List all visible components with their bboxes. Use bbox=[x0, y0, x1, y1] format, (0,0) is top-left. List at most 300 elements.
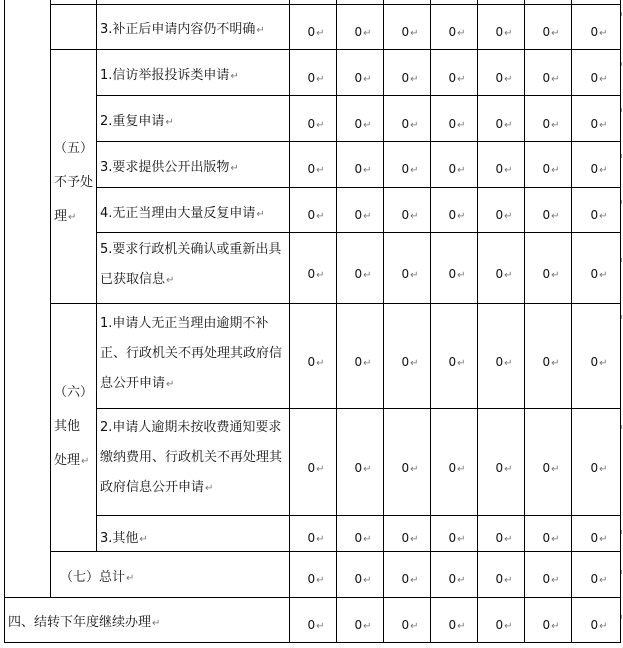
paragraph-mark: ↵ bbox=[363, 165, 372, 176]
value-text: 0 bbox=[590, 71, 599, 85]
paragraph-mark: ↵ bbox=[363, 575, 372, 586]
value-cell bbox=[354, 71, 371, 85]
paragraph-mark: ↵ bbox=[599, 74, 608, 85]
value-text: 0 bbox=[448, 355, 457, 369]
value-text: 0 bbox=[307, 461, 316, 475]
value-text: 0 bbox=[307, 117, 316, 131]
value-cell bbox=[401, 618, 418, 632]
paragraph-mark: ↵ bbox=[504, 575, 513, 586]
paragraph-mark: ↵ bbox=[457, 120, 466, 131]
value-cell bbox=[590, 267, 607, 281]
cell-boundary-mark bbox=[621, 258, 622, 262]
paragraph-mark: ↵ bbox=[599, 270, 608, 281]
value-text: 0 bbox=[542, 117, 551, 131]
value-cell bbox=[448, 208, 465, 222]
paragraph-mark: ↵ bbox=[457, 165, 466, 176]
value-cell bbox=[401, 461, 418, 475]
value-cell bbox=[354, 461, 371, 475]
value-cell bbox=[307, 267, 324, 281]
value-text: 0 bbox=[448, 531, 457, 545]
paragraph-mark: ↵ bbox=[599, 120, 608, 131]
value-text: 0 bbox=[448, 267, 457, 281]
paragraph-mark: ↵ bbox=[166, 379, 175, 390]
paragraph-mark: ↵ bbox=[504, 534, 513, 545]
value-cell bbox=[307, 531, 324, 545]
paragraph-mark: ↵ bbox=[230, 71, 239, 82]
paragraph-mark: ↵ bbox=[551, 165, 560, 176]
value-text: 0 bbox=[401, 618, 410, 632]
value-cell bbox=[495, 461, 512, 475]
value-text: 0 bbox=[401, 461, 410, 475]
row-line bbox=[96, 95, 621, 96]
value-text: 0 bbox=[401, 162, 410, 176]
paragraph-mark: ↵ bbox=[363, 534, 372, 545]
section4-label bbox=[8, 611, 160, 630]
cell-boundary-mark bbox=[621, 62, 622, 66]
paragraph-mark: ↵ bbox=[205, 483, 214, 494]
value-text: 0 bbox=[354, 618, 363, 632]
value-text: 0 bbox=[495, 618, 504, 632]
value-text: 0 bbox=[448, 572, 457, 586]
value-cell bbox=[542, 572, 559, 586]
value-cell bbox=[590, 461, 607, 475]
value-cell bbox=[307, 162, 324, 176]
paragraph-mark: ↵ bbox=[316, 74, 325, 85]
value-cell bbox=[307, 355, 324, 369]
section6-label-line1: （六） bbox=[54, 385, 94, 400]
row-line bbox=[96, 232, 621, 233]
section5-label-line2: 不予处 bbox=[54, 175, 94, 190]
cell-boundary-mark bbox=[621, 530, 622, 534]
col-line bbox=[571, 0, 572, 643]
paragraph-mark: ↵ bbox=[504, 621, 513, 632]
value-cell bbox=[307, 572, 324, 586]
value-text: 0 bbox=[448, 208, 457, 222]
value-text: 0 bbox=[590, 531, 599, 545]
cell-boundary-mark bbox=[621, 315, 622, 319]
paragraph-mark: ↵ bbox=[457, 534, 466, 545]
paragraph-mark: ↵ bbox=[410, 165, 419, 176]
paragraph-mark: ↵ bbox=[316, 270, 325, 281]
paragraph-mark: ↵ bbox=[230, 163, 239, 174]
value-text: 0 bbox=[495, 572, 504, 586]
value-cell bbox=[590, 25, 607, 39]
value-text: 0 bbox=[401, 208, 410, 222]
row-label-text: 1.申请人无正当理由逾期不补正、行政机关不再处理其政府信息公开申请 bbox=[100, 316, 283, 391]
value-text: 0 bbox=[542, 25, 551, 39]
paragraph-mark: ↵ bbox=[599, 358, 608, 369]
paragraph-mark: ↵ bbox=[363, 28, 372, 39]
paragraph-mark: ↵ bbox=[410, 211, 419, 222]
value-text: 0 bbox=[354, 531, 363, 545]
paragraph-mark: ↵ bbox=[457, 211, 466, 222]
value-cell bbox=[307, 71, 324, 85]
value-cell bbox=[542, 71, 559, 85]
value-cell bbox=[542, 461, 559, 475]
value-text: 0 bbox=[307, 355, 316, 369]
value-cell bbox=[448, 461, 465, 475]
value-text: 0 bbox=[495, 208, 504, 222]
cell-boundary-mark bbox=[621, 570, 622, 574]
row-label bbox=[100, 235, 286, 296]
value-text: 0 bbox=[448, 618, 457, 632]
value-cell bbox=[307, 461, 324, 475]
paragraph-mark: ↵ bbox=[551, 358, 560, 369]
paragraph-mark: ↵ bbox=[81, 456, 90, 467]
paragraph-mark: ↵ bbox=[599, 575, 608, 586]
value-cell bbox=[401, 25, 418, 39]
value-text: 0 bbox=[590, 267, 599, 281]
value-text: 0 bbox=[401, 117, 410, 131]
value-text: 0 bbox=[590, 355, 599, 369]
paragraph-mark: ↵ bbox=[363, 358, 372, 369]
row-label-text: 3.补正后申请内容仍不明确 bbox=[100, 22, 256, 37]
value-text: 0 bbox=[354, 162, 363, 176]
value-text: 0 bbox=[401, 267, 410, 281]
paragraph-mark: ↵ bbox=[316, 165, 325, 176]
paragraph-mark: ↵ bbox=[256, 25, 265, 36]
paragraph-mark: ↵ bbox=[410, 534, 419, 545]
paragraph-mark: ↵ bbox=[316, 534, 325, 545]
row-label-text: 2.重复申请 bbox=[100, 114, 165, 129]
value-cell bbox=[495, 208, 512, 222]
value-cell bbox=[448, 117, 465, 131]
value-cell bbox=[354, 355, 371, 369]
value-text: 0 bbox=[542, 461, 551, 475]
value-text: 0 bbox=[542, 572, 551, 586]
value-cell bbox=[354, 618, 371, 632]
cell-boundary-mark bbox=[621, 108, 622, 112]
value-cell bbox=[590, 618, 607, 632]
value-text: 0 bbox=[542, 531, 551, 545]
value-text: 0 bbox=[448, 117, 457, 131]
value-text: 0 bbox=[354, 117, 363, 131]
value-cell bbox=[401, 208, 418, 222]
value-cell bbox=[448, 531, 465, 545]
paragraph-mark: ↵ bbox=[363, 211, 372, 222]
value-cell bbox=[590, 208, 607, 222]
value-text: 0 bbox=[354, 355, 363, 369]
value-cell bbox=[401, 117, 418, 131]
paragraph-mark: ↵ bbox=[457, 464, 466, 475]
section5-label-line3 bbox=[54, 200, 93, 235]
value-text: 0 bbox=[495, 267, 504, 281]
section4-label-text: 四、结转下年度继续办理 bbox=[8, 615, 152, 630]
paragraph-mark: ↵ bbox=[363, 74, 372, 85]
row-line bbox=[96, 187, 621, 188]
paragraph-mark: ↵ bbox=[316, 211, 325, 222]
value-text: 0 bbox=[590, 572, 599, 586]
value-text: 0 bbox=[590, 117, 599, 131]
value-cell bbox=[495, 162, 512, 176]
value-cell bbox=[307, 208, 324, 222]
value-text: 0 bbox=[401, 71, 410, 85]
paragraph-mark: ↵ bbox=[410, 74, 419, 85]
row-label-text: 3.其他 bbox=[100, 531, 139, 546]
row-label bbox=[100, 18, 265, 37]
paragraph-mark: ↵ bbox=[165, 117, 174, 128]
row-line bbox=[96, 141, 621, 142]
paragraph-mark: ↵ bbox=[139, 534, 148, 545]
value-cell bbox=[542, 267, 559, 281]
paragraph-mark: ↵ bbox=[551, 120, 560, 131]
value-cell bbox=[448, 618, 465, 632]
row-label bbox=[100, 309, 286, 400]
value-text: 0 bbox=[307, 208, 316, 222]
paragraph-mark: ↵ bbox=[363, 621, 372, 632]
paragraph-mark: ↵ bbox=[68, 212, 77, 223]
section5-label-line3-text: 理 bbox=[54, 209, 68, 224]
cell-boundary-mark bbox=[621, 154, 622, 158]
value-cell bbox=[448, 267, 465, 281]
section7-label bbox=[60, 566, 134, 585]
section6-label-line3-text: 处理 bbox=[54, 453, 81, 468]
value-cell bbox=[542, 355, 559, 369]
row-label bbox=[100, 527, 148, 546]
paragraph-mark: ↵ bbox=[551, 74, 560, 85]
value-cell bbox=[401, 355, 418, 369]
value-cell bbox=[590, 572, 607, 586]
value-text: 0 bbox=[307, 71, 316, 85]
cell-boundary-mark bbox=[621, 12, 622, 16]
value-text: 0 bbox=[590, 461, 599, 475]
value-cell bbox=[354, 572, 371, 586]
paragraph-mark: ↵ bbox=[316, 575, 325, 586]
value-cell bbox=[590, 531, 607, 545]
value-cell bbox=[590, 71, 607, 85]
value-cell bbox=[495, 25, 512, 39]
paragraph-mark: ↵ bbox=[504, 74, 513, 85]
row-label-text: 5.要求行政机关确认或重新出具已获取信息 bbox=[100, 242, 282, 287]
row-line bbox=[96, 515, 621, 516]
paragraph-mark: ↵ bbox=[599, 211, 608, 222]
value-cell bbox=[448, 71, 465, 85]
value-cell bbox=[542, 208, 559, 222]
paragraph-mark: ↵ bbox=[551, 211, 560, 222]
paragraph-mark: ↵ bbox=[504, 358, 513, 369]
value-text: 0 bbox=[401, 355, 410, 369]
row-label-text: 3.要求提供公开出版物 bbox=[100, 160, 230, 175]
value-text: 0 bbox=[495, 25, 504, 39]
value-text: 0 bbox=[495, 461, 504, 475]
value-cell bbox=[495, 355, 512, 369]
value-cell bbox=[401, 162, 418, 176]
row-label bbox=[100, 202, 265, 221]
paragraph-mark: ↵ bbox=[410, 28, 419, 39]
paragraph-mark: ↵ bbox=[256, 209, 265, 220]
paragraph-mark: ↵ bbox=[457, 575, 466, 586]
value-cell bbox=[354, 531, 371, 545]
paragraph-mark: ↵ bbox=[316, 28, 325, 39]
value-cell bbox=[542, 25, 559, 39]
row-label-text: 4.无正当理由大量反复申请 bbox=[100, 206, 256, 221]
col-line bbox=[336, 0, 337, 643]
col-line bbox=[620, 0, 621, 643]
cell-boundary-mark bbox=[621, 615, 622, 619]
col-line bbox=[4, 0, 5, 643]
value-text: 0 bbox=[307, 531, 316, 545]
value-text: 0 bbox=[354, 461, 363, 475]
paragraph-mark: ↵ bbox=[410, 270, 419, 281]
row-label bbox=[100, 156, 239, 175]
value-cell bbox=[495, 267, 512, 281]
row-label bbox=[100, 413, 286, 504]
value-text: 0 bbox=[307, 267, 316, 281]
value-cell bbox=[354, 25, 371, 39]
paragraph-mark: ↵ bbox=[551, 28, 560, 39]
section5-label-line1: （五） bbox=[54, 141, 94, 156]
section5-label bbox=[54, 132, 93, 235]
col-line bbox=[96, 0, 97, 552]
value-text: 0 bbox=[542, 355, 551, 369]
value-text: 0 bbox=[354, 25, 363, 39]
value-cell bbox=[401, 71, 418, 85]
paragraph-mark: ↵ bbox=[599, 28, 608, 39]
value-text: 0 bbox=[495, 355, 504, 369]
value-text: 0 bbox=[448, 461, 457, 475]
cell-boundary-mark bbox=[621, 425, 622, 429]
paragraph-mark: ↵ bbox=[410, 358, 419, 369]
paragraph-mark: ↵ bbox=[504, 211, 513, 222]
value-text: 0 bbox=[542, 267, 551, 281]
section6-label bbox=[54, 376, 93, 479]
row-label bbox=[100, 110, 174, 129]
paragraph-mark: ↵ bbox=[363, 120, 372, 131]
value-cell bbox=[448, 355, 465, 369]
paragraph-mark: ↵ bbox=[410, 575, 419, 586]
value-text: 0 bbox=[495, 117, 504, 131]
section6-label-line2: 其他 bbox=[54, 419, 81, 434]
paragraph-mark: ↵ bbox=[504, 270, 513, 281]
col-line bbox=[430, 0, 431, 643]
paragraph-mark: ↵ bbox=[551, 534, 560, 545]
value-cell bbox=[307, 25, 324, 39]
value-text: 0 bbox=[307, 25, 316, 39]
paragraph-mark: ↵ bbox=[551, 464, 560, 475]
row-line bbox=[4, 642, 621, 643]
paragraph-mark: ↵ bbox=[457, 621, 466, 632]
paragraph-mark: ↵ bbox=[457, 74, 466, 85]
value-text: 0 bbox=[590, 162, 599, 176]
paragraph-mark: ↵ bbox=[599, 534, 608, 545]
value-cell bbox=[448, 162, 465, 176]
paragraph-mark: ↵ bbox=[316, 464, 325, 475]
value-text: 0 bbox=[590, 25, 599, 39]
value-text: 0 bbox=[495, 162, 504, 176]
value-cell bbox=[354, 208, 371, 222]
row-label-text: 2.申请人逾期未按收费通知要求缴纳费用、行政机关不再处理其政府信息公开申请 bbox=[100, 420, 283, 495]
section7-label-text: （七）总计 bbox=[60, 570, 126, 585]
paragraph-mark: ↵ bbox=[152, 618, 161, 629]
cell-boundary-mark bbox=[621, 200, 622, 204]
paragraph-mark: ↵ bbox=[410, 120, 419, 131]
value-text: 0 bbox=[307, 618, 316, 632]
value-text: 0 bbox=[495, 71, 504, 85]
paragraph-mark: ↵ bbox=[316, 621, 325, 632]
value-text: 0 bbox=[448, 25, 457, 39]
value-cell bbox=[401, 531, 418, 545]
value-cell bbox=[590, 355, 607, 369]
paragraph-mark: ↵ bbox=[316, 358, 325, 369]
row-label bbox=[100, 64, 239, 83]
value-cell bbox=[495, 71, 512, 85]
value-text: 0 bbox=[354, 208, 363, 222]
row-label-text: 1.信访举报投诉类申请 bbox=[100, 68, 230, 83]
value-cell bbox=[495, 117, 512, 131]
paragraph-mark: ↵ bbox=[504, 28, 513, 39]
paragraph-mark: ↵ bbox=[599, 621, 608, 632]
value-text: 0 bbox=[542, 208, 551, 222]
value-cell bbox=[448, 572, 465, 586]
paragraph-mark: ↵ bbox=[457, 270, 466, 281]
col-line bbox=[50, 0, 51, 598]
value-cell bbox=[401, 572, 418, 586]
paragraph-mark: ↵ bbox=[363, 464, 372, 475]
value-text: 0 bbox=[495, 531, 504, 545]
value-cell bbox=[542, 117, 559, 131]
value-cell bbox=[542, 162, 559, 176]
value-cell bbox=[401, 267, 418, 281]
value-text: 0 bbox=[401, 531, 410, 545]
paragraph-mark: ↵ bbox=[599, 464, 608, 475]
section6-label-line3 bbox=[54, 444, 93, 479]
paragraph-mark: ↵ bbox=[599, 165, 608, 176]
value-cell bbox=[495, 572, 512, 586]
col-line bbox=[289, 0, 290, 643]
row-line bbox=[96, 408, 621, 409]
paragraph-mark: ↵ bbox=[551, 621, 560, 632]
value-cell bbox=[307, 117, 324, 131]
paragraph-mark: ↵ bbox=[316, 120, 325, 131]
paragraph-mark: ↵ bbox=[166, 275, 175, 286]
paragraph-mark: ↵ bbox=[504, 464, 513, 475]
value-text: 0 bbox=[590, 618, 599, 632]
row-line bbox=[4, 597, 621, 598]
value-cell bbox=[448, 25, 465, 39]
paragraph-mark: ↵ bbox=[504, 120, 513, 131]
paragraph-mark: ↵ bbox=[457, 358, 466, 369]
value-cell bbox=[307, 618, 324, 632]
value-text: 0 bbox=[542, 71, 551, 85]
value-text: 0 bbox=[590, 208, 599, 222]
paragraph-mark: ↵ bbox=[410, 464, 419, 475]
value-text: 0 bbox=[401, 572, 410, 586]
value-cell bbox=[542, 618, 559, 632]
value-cell bbox=[354, 117, 371, 131]
value-text: 0 bbox=[354, 267, 363, 281]
value-cell bbox=[590, 117, 607, 131]
value-text: 0 bbox=[307, 572, 316, 586]
value-text: 0 bbox=[448, 162, 457, 176]
value-text: 0 bbox=[401, 25, 410, 39]
value-text: 0 bbox=[307, 162, 316, 176]
value-cell bbox=[542, 531, 559, 545]
value-text: 0 bbox=[448, 71, 457, 85]
value-cell bbox=[354, 162, 371, 176]
col-line bbox=[477, 0, 478, 643]
value-cell bbox=[590, 162, 607, 176]
col-line bbox=[383, 0, 384, 643]
paragraph-mark: ↵ bbox=[363, 270, 372, 281]
value-text: 0 bbox=[354, 572, 363, 586]
value-cell bbox=[495, 618, 512, 632]
value-text: 0 bbox=[542, 162, 551, 176]
value-cell bbox=[495, 531, 512, 545]
paragraph-mark: ↵ bbox=[410, 621, 419, 632]
value-text: 0 bbox=[542, 618, 551, 632]
paragraph-mark: ↵ bbox=[457, 28, 466, 39]
paragraph-mark: ↵ bbox=[551, 270, 560, 281]
